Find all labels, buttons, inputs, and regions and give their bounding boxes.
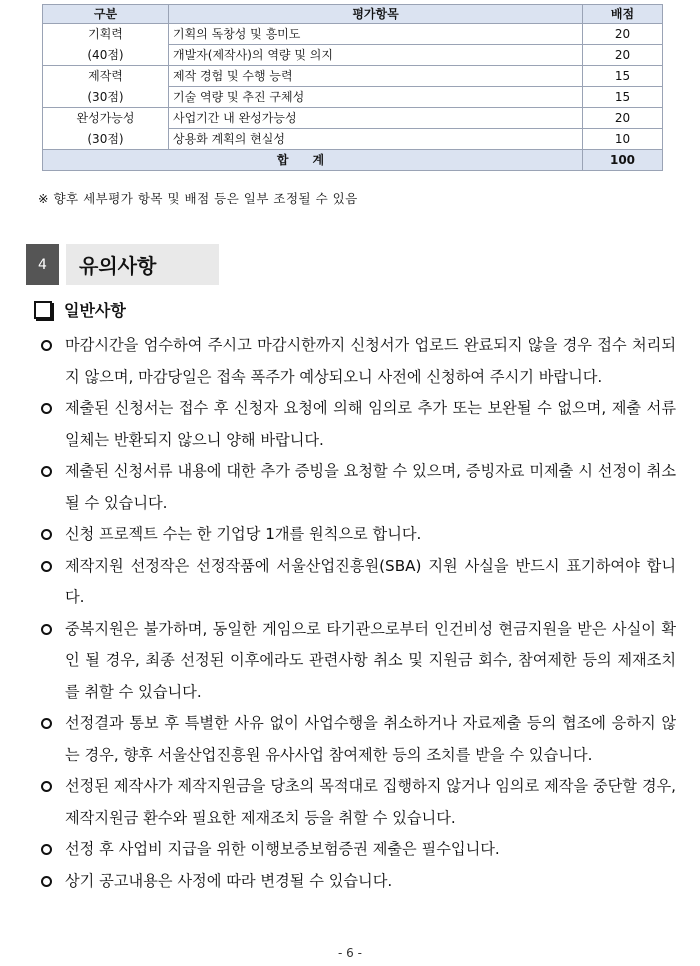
notice-text: 선정된 제작사가 제작지원금을 당초의 목적대로 집행하지 않거나 임의로 제작을 중단할 경우, 제작지원금 환수와 필요한 제재조치 등을 취할 수 있습니다.: [65, 777, 676, 827]
circle-bullet-icon: [41, 844, 52, 855]
subsection-title: 일반사항: [64, 301, 126, 320]
notice-text: 선정 후 사업비 지급을 위한 이행보증보험증권 제출은 필수입니다.: [65, 840, 500, 858]
score: 15: [583, 66, 663, 87]
table-row: [43, 45, 663, 66]
criterion: 상용화 계획의 현실성: [169, 129, 583, 150]
list-item: [40, 456, 676, 519]
circle-bullet-icon: [41, 529, 52, 540]
header-category: 구분: [43, 5, 169, 24]
total-score: 100: [583, 150, 663, 171]
header-criterion: 평가항목: [169, 5, 583, 24]
table-row: [43, 108, 663, 129]
table-row: [43, 66, 663, 87]
category-points: (40점): [43, 45, 169, 66]
criterion: 제작 경험 및 수행 능력: [169, 66, 583, 87]
category-points: (30점): [43, 129, 169, 150]
table-row: [43, 87, 663, 108]
category-name: 제작력: [43, 66, 169, 87]
list-item: [40, 771, 676, 834]
score: 20: [583, 45, 663, 66]
evaluation-score-table: [42, 4, 663, 171]
notice-text: 선정결과 통보 후 특별한 사유 없이 사업수행을 취소하거나 자료제출 등의 협조에 응하지 않는 경우, 향후 서울산업진흥원 유사사업 참여제한 등의 조치를 받을 수 있습니다.: [65, 714, 676, 764]
notice-text: 상기 공고내용은 사정에 따라 변경될 수 있습니다.: [65, 871, 393, 890]
circle-bullet-icon: [41, 718, 52, 729]
score: 20: [583, 108, 663, 129]
list-item: [40, 551, 676, 614]
notice-text: 신청 프로젝트 수는 한 기업당 1개를 원칙으로 합니다.: [65, 525, 422, 543]
score: 15: [583, 87, 663, 108]
notice-list: [40, 330, 676, 897]
notice-text: 제출된 신청서는 접수 후 신청자 요청에 의해 임의로 추가 또는 보완될 수 없으며, 제출 서류 일체는 반환되지 않으니 양해 바랍니다.: [65, 399, 676, 449]
score: 20: [583, 24, 663, 45]
section-header: [26, 244, 219, 285]
table-header-row: [43, 5, 663, 24]
circle-bullet-icon: [41, 403, 52, 414]
criterion: 기술 역량 및 추진 구체성: [169, 87, 583, 108]
header-score: 배점: [583, 5, 663, 24]
list-item: [40, 708, 676, 771]
criterion: 개발자(제작사)의 역량 및 의지: [169, 45, 583, 66]
page-number: - 6 -: [338, 946, 362, 960]
checkbox-icon: [34, 301, 52, 319]
notice-text: 제작지원 선정작은 선정작품에 서울산업진흥원(SBA) 지원 사실을 반드시 표기하여야 합니다.: [65, 556, 676, 606]
category-points: (30점): [43, 87, 169, 108]
list-item: [40, 330, 676, 393]
table-row: [43, 24, 663, 45]
criterion: 기획의 독창성 및 흥미도: [169, 24, 583, 45]
list-item: [40, 834, 676, 866]
score: 10: [583, 129, 663, 150]
circle-bullet-icon: [41, 876, 52, 887]
table-row: [43, 129, 663, 150]
list-item: [40, 614, 676, 709]
total-label: 합계: [43, 150, 583, 171]
notice-text: 제출된 신청서류 내용에 대한 추가 증빙을 요청할 수 있으며, 증빙자료 미제출 시 선정이 취소될 수 있습니다.: [65, 462, 676, 512]
circle-bullet-icon: [41, 466, 52, 477]
circle-bullet-icon: [41, 561, 52, 572]
circle-bullet-icon: [41, 624, 52, 635]
notice-text: 중복지원은 불가하며, 동일한 게임으로 타기관으로부터 인건비성 현금지원을 받은 사실이 확인 될 경우, 최종 선정된 이후에라도 관련사항 취소 및 지원금 회수, 참여제한 등의 제재조치를 취할 수 있습니다.: [65, 619, 676, 701]
section-number: 4: [26, 244, 59, 285]
subsection-header: [34, 298, 126, 321]
criterion: 사업기간 내 완성가능성: [169, 108, 583, 129]
list-item: [40, 519, 676, 551]
list-item: [40, 866, 676, 898]
category-name: 완성가능성: [43, 108, 169, 129]
adjustment-note: ※ 향후 세부평가 항목 및 배점 등은 일부 조정될 수 있음: [38, 191, 358, 206]
circle-bullet-icon: [41, 781, 52, 792]
list-item: [40, 393, 676, 456]
section-title: 유의사항: [66, 244, 219, 285]
category-name: 기획력: [43, 24, 169, 45]
notice-text: 마감시간을 엄수하여 주시고 마감시한까지 신청서가 업로드 완료되지 않을 경우 접수 처리되지 않으며, 마감당일은 접속 폭주가 예상되오니 사전에 신청하여 주시기 바랍니다.: [65, 336, 676, 386]
circle-bullet-icon: [41, 340, 52, 351]
table-total-row: [43, 150, 663, 171]
